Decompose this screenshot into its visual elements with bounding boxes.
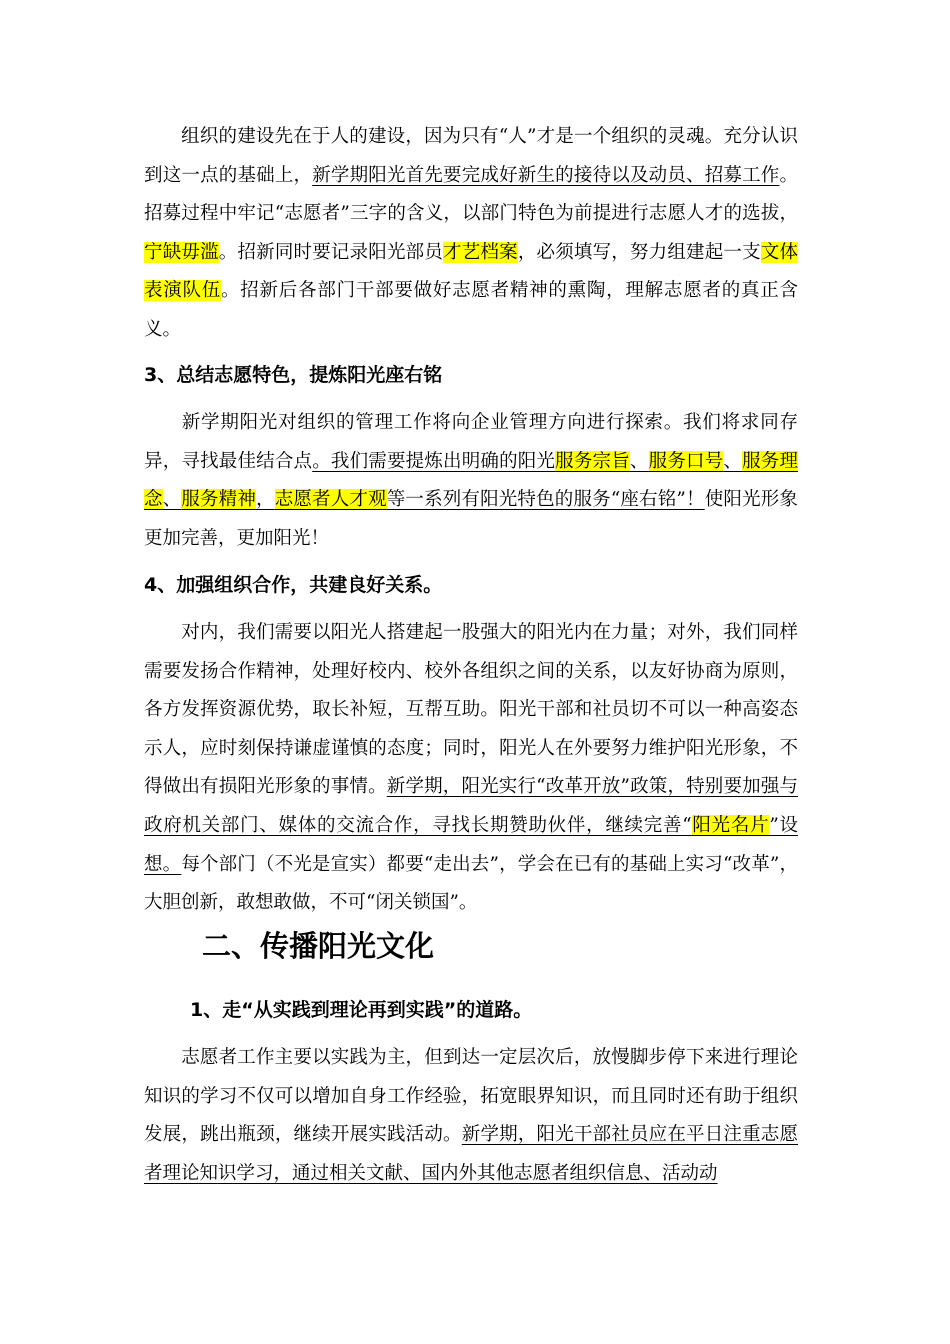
- text-run: 使阳光形象更加完善，更加阳光！: [144, 489, 798, 549]
- paragraph-practice-theory: [144, 1039, 798, 1193]
- section-heading-3: 3、总结志愿特色，提炼阳光座右铭: [144, 364, 443, 386]
- text-run: 组织的建设先在于人的建设，因为只有“人”才是一个组织的灵魂。充分认识到这一点的基础上，: [144, 126, 798, 186]
- highlighted-text: 宁缺毋滥: [144, 241, 219, 263]
- highlighted-text: 志愿者人才观: [274, 489, 387, 511]
- paragraph-cooperation: [144, 614, 798, 923]
- paragraph-recruitment: [144, 118, 798, 350]
- highlighted-text: 才艺档案: [443, 241, 518, 263]
- underlined-text: 新学期，阳光干部社员应在平日注重志愿者理论知识学习，通过相关文献、国内外其他志愿者组织信息、活动动: [144, 1124, 798, 1184]
- text-run: 对内，我们需要以阳光人搭建起一股强大的阳光内在力量；对外，我们同样需要发扬合作精神，处理好校内、校外各组织之间的关系，以友好协商为原则，各方发挥资源优势，取长补短，互帮互助。阳光干部和社员切不可以一种高姿态示人，应时刻保持谦虚谨慎的态度；同时，阳光人在外要努力维护阳光形象，不得做出有损阳光形象的事情。: [144, 622, 798, 798]
- highlighted-text: 服务口号: [648, 450, 724, 472]
- paragraph-motto: [144, 404, 798, 558]
- underlined-text: 新学期阳光首先要完成好新生的接待以及动员、招募工作: [312, 164, 780, 186]
- text-run: 等一系列有阳光特色的服务“座右铭”！: [386, 489, 705, 511]
- text-run: 新学期，阳光实行“改革开放”政策，特别要加强与政府机关部门、媒体的交流合作，寻找长期赞助伙伴，继续完善“: [144, 776, 798, 836]
- highlighted-text: 服务精神: [181, 489, 257, 511]
- text-run: 每个部门（不光是宣实）都要“走出去”，学会在已有的基础上实习“改革”，大胆创新，敢想敢做，不可“闭关锁国”。: [144, 853, 798, 914]
- highlighted-text: 文体表演队伍: [144, 241, 798, 302]
- text-run: 。招新后各部门干部要做好志愿者精神的熏陶，理解志愿者的真正含义。: [144, 280, 798, 340]
- text-run: ”设想。: [144, 814, 798, 875]
- text-run: 志愿者工作主要以实践为主，但到达一定层次后，放慢脚步停下来进行理论知识的学习不仅可以增加自身工作经验，拓宽眼界知识，而且同时还有助于组织发展，跳出瓶颈，继续开展实践活动。: [144, 1047, 798, 1146]
- text-run: 、: [723, 450, 743, 472]
- text-run: 。招募过程中牢记“志愿者”三字的含义，以部门特色为前提进行志愿人才的选拔，: [144, 164, 798, 225]
- highlighted-text: 阳光名片: [691, 814, 770, 836]
- text-run: 、: [162, 489, 182, 511]
- text-run: ，必须填写，努力组建起一支: [517, 241, 761, 263]
- chapter-heading-2: 二、传播阳光文化: [202, 929, 435, 963]
- text-run: 新学期阳光对组织的管理工作将向企业管理方向进行探索。我们将求同存异，寻找最佳结合点: [144, 412, 798, 472]
- text-run: 。招新同时要记录阳光部员: [218, 241, 444, 263]
- text-run: 、: [629, 450, 649, 472]
- highlighted-text: 服务理念: [144, 450, 798, 511]
- section-heading-4: 4、加强组织合作，共建良好关系。: [144, 574, 443, 596]
- text-run: 。我们需要提炼出明确的阳光: [312, 450, 556, 472]
- text-run: ，: [256, 489, 275, 511]
- highlighted-text: 服务宗旨: [555, 450, 630, 472]
- section-heading-1: 1、走“从实践到理论再到实践”的道路。: [190, 999, 533, 1021]
